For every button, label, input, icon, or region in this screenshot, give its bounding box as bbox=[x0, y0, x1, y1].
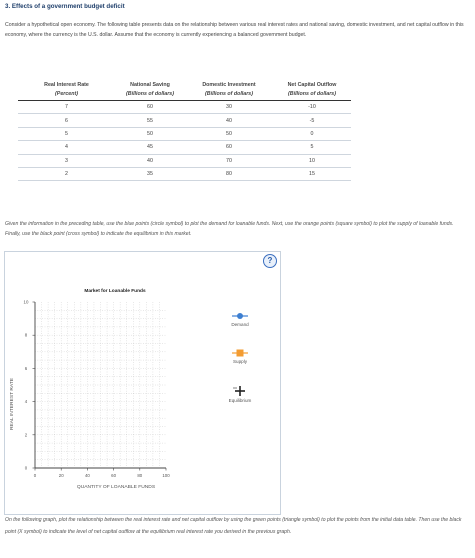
header-title: National Saving bbox=[130, 82, 170, 88]
intro-paragraph: Consider a hypothetical open economy. The following table presents data on the relationship between various real interest rates and national saving, domestic investment, and net capital outflow in this economy, where the currency is the U.S. dollar. Assume that the economy is currently experiencing a balanced government budget. bbox=[5, 22, 464, 38]
x-tick-label: 40 bbox=[84, 473, 90, 478]
table-cell: -5 bbox=[273, 114, 351, 127]
supply-square-icon[interactable] bbox=[230, 348, 250, 358]
legend-demand[interactable] bbox=[223, 311, 257, 327]
legend-equilibrium[interactable] bbox=[221, 385, 259, 403]
table-cell: 10 bbox=[273, 154, 351, 167]
equilibrium-cross-icon[interactable] bbox=[230, 385, 250, 397]
header-title: Real Interest Rate bbox=[44, 82, 89, 88]
table-cell: 70 bbox=[185, 154, 273, 167]
table-cell: 50 bbox=[185, 127, 273, 140]
table-cell: 3 bbox=[18, 154, 115, 167]
y-axis-label: REAL INTEREST RATE bbox=[10, 377, 15, 431]
table-cell: 0 bbox=[273, 127, 351, 140]
table-cell: 55 bbox=[115, 114, 185, 127]
header-title: Domestic Investment bbox=[202, 82, 256, 88]
table-cell: 15 bbox=[273, 167, 351, 180]
table-cell: 80 bbox=[185, 167, 273, 180]
x-tick-label: 80 bbox=[137, 473, 143, 478]
table-cell: 5 bbox=[18, 127, 115, 140]
y-tick-label: 6 bbox=[24, 365, 28, 371]
legend-demand-label: Demand bbox=[231, 322, 249, 327]
legend-supply-label: Supply bbox=[232, 359, 248, 364]
header-sub: (Billions of dollars) bbox=[205, 91, 253, 97]
y-tick-label: 8 bbox=[24, 332, 28, 338]
chart-grid bbox=[35, 302, 166, 468]
table-cell: 4 bbox=[18, 141, 115, 154]
chart-title: Market for Loanable Funds bbox=[84, 289, 146, 294]
bottom-instruction: On the following graph, plot the relationship between the real interest rate and net capital outflow by using the green points (triangle symbol) to plot the points from the initial data table. Then use the black point (X symbol) to indicate the level of net capital outflow at the equilibrium real interest rate you derived in the previous graph. bbox=[5, 517, 462, 535]
y-tick-label: 0 bbox=[24, 465, 28, 471]
table-cell: 6 bbox=[18, 114, 115, 127]
instruction-paragraph: Given the information in the preceding table, use the blue points (circle symbol) to plot the demand for loanable funds. Next, use the orange points (square symbol) to plot the supply of loanable funds. Finally, use the black point (cross symbol) to indicate the equilibrium in this market. bbox=[5, 221, 454, 237]
table-cell: 60 bbox=[115, 101, 185, 114]
table-cell: 45 bbox=[115, 141, 185, 154]
legend-equilibrium-label: Equilibrium bbox=[228, 398, 252, 403]
y-tick-label: 2 bbox=[24, 432, 28, 438]
table-cell: 50 bbox=[115, 127, 185, 140]
header-title: Net Capital Outflow bbox=[287, 82, 337, 88]
table-cell: 60 bbox=[185, 141, 273, 154]
y-tick-label: 10 bbox=[23, 299, 29, 305]
table-cell: 5 bbox=[273, 141, 351, 154]
x-tick-label: 100 bbox=[162, 473, 170, 478]
header-sub: (Billions of dollars) bbox=[126, 91, 174, 97]
question-title: 3. Effects of a government budget deficit bbox=[5, 3, 125, 10]
header-sub: (Percent) bbox=[55, 91, 78, 97]
table-cell: 30 bbox=[185, 101, 273, 114]
x-axis-label: QUANTITY OF LOANABLE FUNDS bbox=[76, 485, 156, 490]
table-cell: 7 bbox=[18, 101, 115, 114]
legend-supply[interactable] bbox=[223, 348, 257, 364]
table-cell: 40 bbox=[185, 114, 273, 127]
x-tick-label: 60 bbox=[111, 473, 117, 478]
table-cell: 2 bbox=[18, 167, 115, 180]
demand-circle-icon[interactable] bbox=[230, 311, 250, 321]
x-tick-label: 20 bbox=[58, 473, 64, 478]
table-cell: 40 bbox=[115, 154, 185, 167]
help-button[interactable]: ? bbox=[263, 254, 277, 268]
table-cell: 35 bbox=[115, 167, 185, 180]
x-tick-label: 0 bbox=[33, 473, 37, 478]
header-sub: (Billions of dollars) bbox=[288, 91, 336, 97]
y-tick-label: 4 bbox=[24, 399, 28, 405]
table-cell: -10 bbox=[273, 101, 351, 114]
